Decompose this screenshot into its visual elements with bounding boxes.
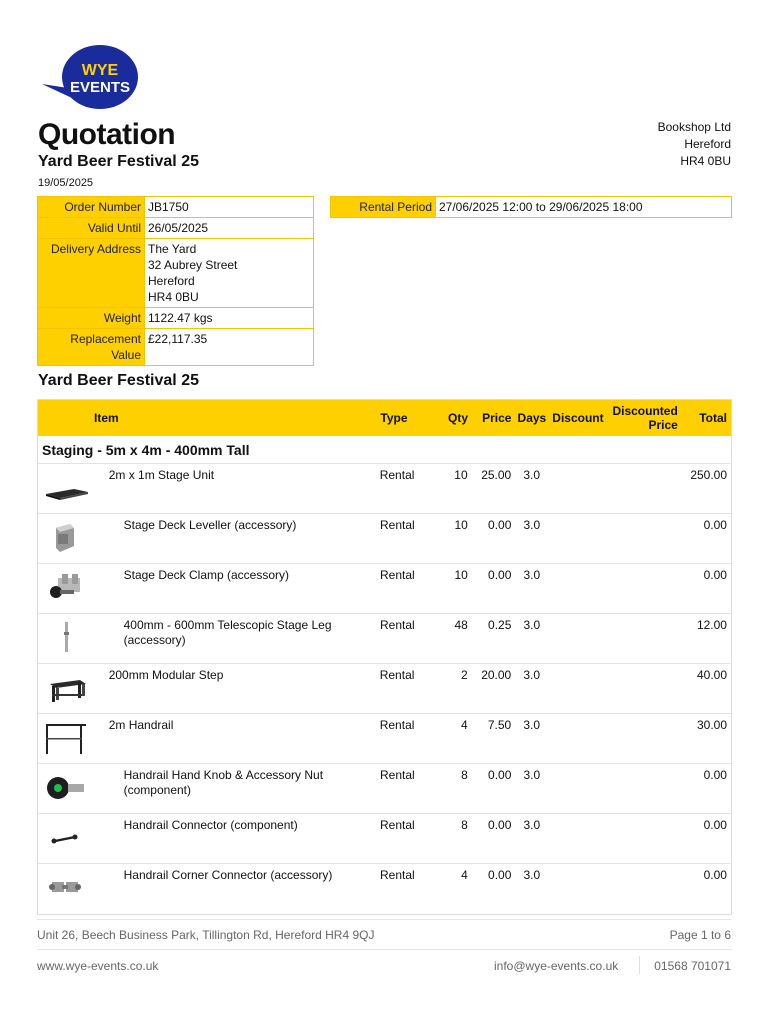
item-total: 30.00 (696, 718, 728, 732)
order-number-value: JB1750 (145, 197, 314, 218)
replacement-label-line: Replacement (70, 332, 141, 346)
item-price: 0.00 (488, 868, 512, 882)
header-days: Days (517, 411, 547, 425)
table-row (38, 514, 731, 564)
item-days: 3.0 (523, 768, 541, 782)
item-discounted-price (606, 614, 680, 663)
item-name: 2m Handrail (108, 718, 174, 732)
item-qty: 8 (461, 768, 468, 782)
header-discounted-price-line: Price (648, 418, 678, 432)
company-line: HR4 0BU (680, 154, 731, 168)
item-type: Rental (379, 868, 415, 882)
item-discounted-price (606, 664, 680, 713)
modular-step-icon (44, 672, 90, 702)
weight-value: 1122.47 kgs (145, 308, 314, 329)
valid-until-value: 26/05/2025 (145, 218, 314, 239)
item-qty: 48 (454, 618, 468, 632)
handrail-connector-icon (44, 822, 90, 852)
rental-period-value: 27/06/2025 12:00 to 29/06/2025 18:00 (436, 197, 732, 218)
header-total: Total (699, 411, 727, 425)
item-total: 0.00 (703, 518, 727, 532)
logo-line1: WYE (81, 62, 119, 79)
address-line: Hereford (148, 274, 195, 288)
item-type: Rental (379, 818, 415, 832)
corner-connector-icon (44, 872, 90, 902)
item-price: 0.00 (488, 518, 512, 532)
item-total: 12.00 (696, 618, 727, 632)
item-qty: 4 (460, 718, 468, 732)
item-total: 0.00 (703, 568, 727, 582)
item-days: 3.0 (523, 518, 541, 532)
delivery-address-value (145, 239, 314, 308)
items-table-header (38, 400, 731, 436)
item-total: 250.00 (690, 468, 728, 482)
rental-period-table (330, 196, 732, 218)
replacement-label-line: Value (111, 348, 141, 362)
page-number: Page 1 to 6 (669, 928, 731, 942)
wye-events-logo (38, 44, 142, 116)
deck-leveller-icon (44, 522, 90, 552)
item-discount (549, 564, 606, 613)
item-discount (549, 714, 606, 763)
table-row (38, 764, 731, 814)
header-discount: Discount (552, 411, 604, 425)
item-days: 3.0 (523, 568, 541, 582)
address-line: 32 Aubrey Street (148, 258, 238, 272)
footer-divider (37, 949, 732, 950)
item-discounted-price (606, 814, 680, 863)
page-title: Quotation (38, 118, 176, 151)
item-discount (549, 764, 606, 813)
footer-website-link[interactable]: www.wye-events.co.uk (37, 959, 159, 973)
item-name: Handrail Hand Knob & Accessory Nut (component) (123, 768, 324, 797)
table-row (38, 614, 731, 664)
item-price: 7.50 (487, 718, 512, 732)
customer-address (658, 119, 731, 170)
company-line: Hereford (684, 137, 731, 151)
table-row (38, 664, 731, 714)
event-subtitle: Yard Beer Festival 25 (38, 153, 199, 170)
item-discount (549, 514, 606, 563)
item-discounted-price (606, 864, 680, 914)
item-qty: 10 (454, 518, 468, 532)
item-qty: 2 (460, 668, 468, 682)
address-line: The Yard (148, 242, 197, 256)
item-name: Stage Deck Leveller (accessory) (123, 518, 297, 532)
item-price: 0.25 (488, 618, 512, 632)
header-price: Price (482, 411, 512, 425)
order-number-label: Order Number (38, 197, 145, 218)
item-days: 3.0 (523, 618, 541, 632)
item-discount (549, 614, 606, 663)
quote-date: 19/05/2025 (38, 177, 94, 189)
replacement-value: £22,117.35 (145, 329, 314, 366)
item-price: 0.00 (488, 768, 512, 782)
footer-phone: 01568 701071 (654, 959, 731, 973)
delivery-address-label: Delivery Address (38, 239, 145, 308)
item-discount (549, 664, 606, 713)
item-type: Rental (379, 568, 415, 582)
header-qty: Qty (448, 411, 469, 425)
valid-until-label: Valid Until (38, 218, 145, 239)
stage-unit-icon (44, 472, 90, 502)
replacement-value-label (38, 329, 145, 366)
deck-clamp-icon (44, 572, 90, 602)
item-type: Rental (379, 468, 415, 482)
header-discounted-price-line: Discounted (612, 404, 678, 418)
item-days: 3.0 (523, 468, 541, 482)
item-discount (549, 814, 606, 863)
item-name: 2m x 1m Stage Unit (108, 468, 215, 482)
rental-period-label: Rental Period (331, 197, 436, 218)
item-qty: 10 (454, 568, 468, 582)
item-qty: 8 (461, 818, 468, 832)
item-total: 40.00 (696, 668, 728, 682)
item-price: 25.00 (481, 468, 512, 482)
item-discounted-price (606, 464, 680, 513)
address-line: HR4 0BU (148, 290, 199, 304)
footer-email-link[interactable]: info@wye-events.co.uk (494, 959, 619, 973)
table-row (38, 814, 731, 864)
item-type: Rental (379, 618, 415, 632)
item-discounted-price (606, 764, 680, 813)
logo-line2: EVENTS (69, 79, 131, 96)
item-type: Rental (379, 718, 415, 732)
item-type: Rental (379, 668, 415, 682)
item-name: Handrail Connector (component) (123, 818, 298, 832)
item-discounted-price (606, 514, 680, 563)
item-total: 0.00 (703, 768, 727, 782)
table-row (38, 464, 731, 514)
item-discounted-price (606, 564, 680, 613)
section-title: Yard Beer Festival 25 (38, 372, 199, 389)
header-item: Item (94, 411, 119, 425)
header-discounted-price (607, 404, 681, 432)
items-table (37, 399, 732, 915)
group-heading: Staging - 5m x 4m - 400mm Tall (38, 436, 731, 464)
stage-leg-icon (44, 622, 90, 652)
item-days: 3.0 (523, 818, 541, 832)
table-row (38, 564, 731, 614)
item-qty: 4 (461, 868, 468, 882)
item-total: 0.00 (703, 818, 727, 832)
item-price: 0.00 (488, 568, 512, 582)
item-price: 0.00 (488, 818, 512, 832)
item-price: 20.00 (481, 668, 512, 682)
item-days: 3.0 (523, 668, 541, 682)
handrail-icon (44, 718, 90, 756)
item-name: Stage Deck Clamp (accessory) (123, 568, 290, 582)
table-row (38, 864, 731, 914)
footer-separator (639, 956, 640, 974)
table-row (38, 714, 731, 764)
item-discount (549, 464, 606, 513)
item-name: 200mm Modular Step (108, 668, 224, 682)
item-type: Rental (379, 518, 415, 532)
item-discounted-price (606, 714, 680, 763)
item-name: Handrail Corner Connector (accessory) (123, 868, 333, 882)
item-name: 400mm - 600mm Telescopic Stage Leg (accessory) (123, 618, 332, 647)
item-type: Rental (379, 768, 415, 782)
order-info-table (37, 196, 314, 366)
header-type: Type (380, 411, 408, 425)
weight-label: Weight (38, 308, 145, 329)
item-total: 0.00 (703, 868, 727, 882)
item-days: 3.0 (523, 718, 541, 732)
item-days: 3.0 (523, 868, 541, 882)
item-discount (549, 864, 606, 914)
item-qty: 10 (454, 468, 468, 482)
footer-address: Unit 26, Beech Business Park, Tillington Rd, Hereford HR4 9QJ (37, 928, 375, 942)
company-line: Bookshop Ltd (657, 120, 731, 134)
footer-divider (37, 919, 732, 920)
hand-knob-icon (44, 772, 90, 802)
